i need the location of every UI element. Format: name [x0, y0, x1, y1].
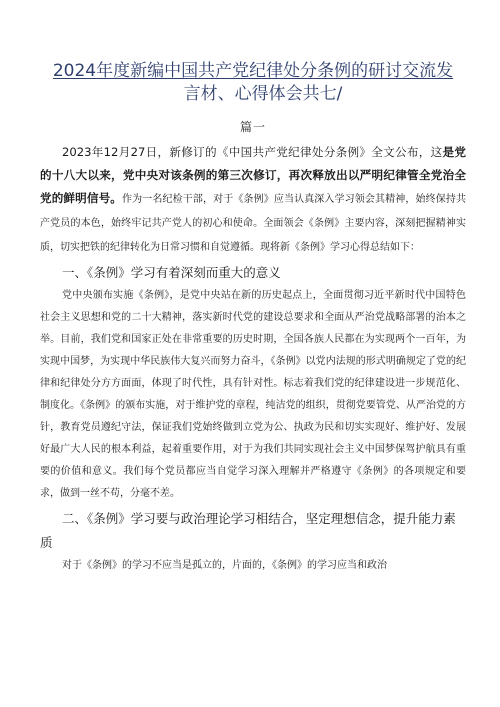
heading-1: 一、《条例》学习有着深刻而重大的意义 — [62, 265, 281, 280]
heading-2: 二、《条例》学习要与政治理论学习相结合，坚定理想信念，提升能力素质 — [40, 511, 456, 550]
paragraph-1: 党中央颁布实施《条例》，是党中央站在新的历史起点上，全面贯彻习近平新时代中国特色社会主义思想和党的二十大精神，落实新时代党的建设总要求和全面从严治党战略部署的治本之举。目前，我们党和国家正处在非常重要的历史时期，全国各族人民都在为实现两个一百年，为实现中国梦，为实现中华民族伟大复兴而努力奋斗，《条例》以党内法规的形式明确规定了党的纪律和纪律处分方方面面，体现了时代性，具有针对性。标志着我们党的纪律建设进一步规范化、制度化。《条例》的颁布实施，对于维护党的章程，纯洁党的组织，贯彻党要管党、从严治党的方针，教育党员遵纪守法，保证我们党始终做到立党为公、执政为民和切实实现好、维护好、发展好最广大人民的根本利益，起着重要作用，对于为我们共同实现社会主义中国梦保驾护航具有重要的价值和意义。我们每个党员都应当自觉学习深入理解并严格遵守《条例》的各项规定和要求，做到一丝不苟，分毫不差。 — [40, 290, 466, 499]
lead-bold-text: 是党的十八大以来，党中央对该条例的第三次修订，再次释放出以严明纪律管全党治全党的鲜明信号。 — [40, 145, 466, 205]
lead-rest-text: 作为一名纪检干部，对于《条例》应当认真深入学习领会其精神，始终保持共产党员的本色，始终牢记共产党人的初心和使命。全面领会《条例》主要内容，深刻把握精神实质，切实把铁的纪律转化为日常习惯和自觉遵循。现将新《条例》学习心得总结如下： — [40, 194, 466, 253]
section-label: 篇一 — [239, 120, 266, 134]
title-line-1: 2024年度新编中国共产党纪律处分条例的研讨交流发 — [52, 61, 454, 81]
lead-paragraph — [40, 141, 466, 259]
paragraph-2: 对于《条例》的学习不应当是孤立的，片面的，《条例》的学习应当和政治 — [62, 560, 387, 571]
document-title — [40, 60, 466, 106]
title-line-2: 言材、心得体会共七/ — [183, 84, 343, 104]
lead-normal-text: 2023年12月27日，新修订的《中国共产党纪律处分条例》全文公布，这 — [62, 145, 443, 159]
